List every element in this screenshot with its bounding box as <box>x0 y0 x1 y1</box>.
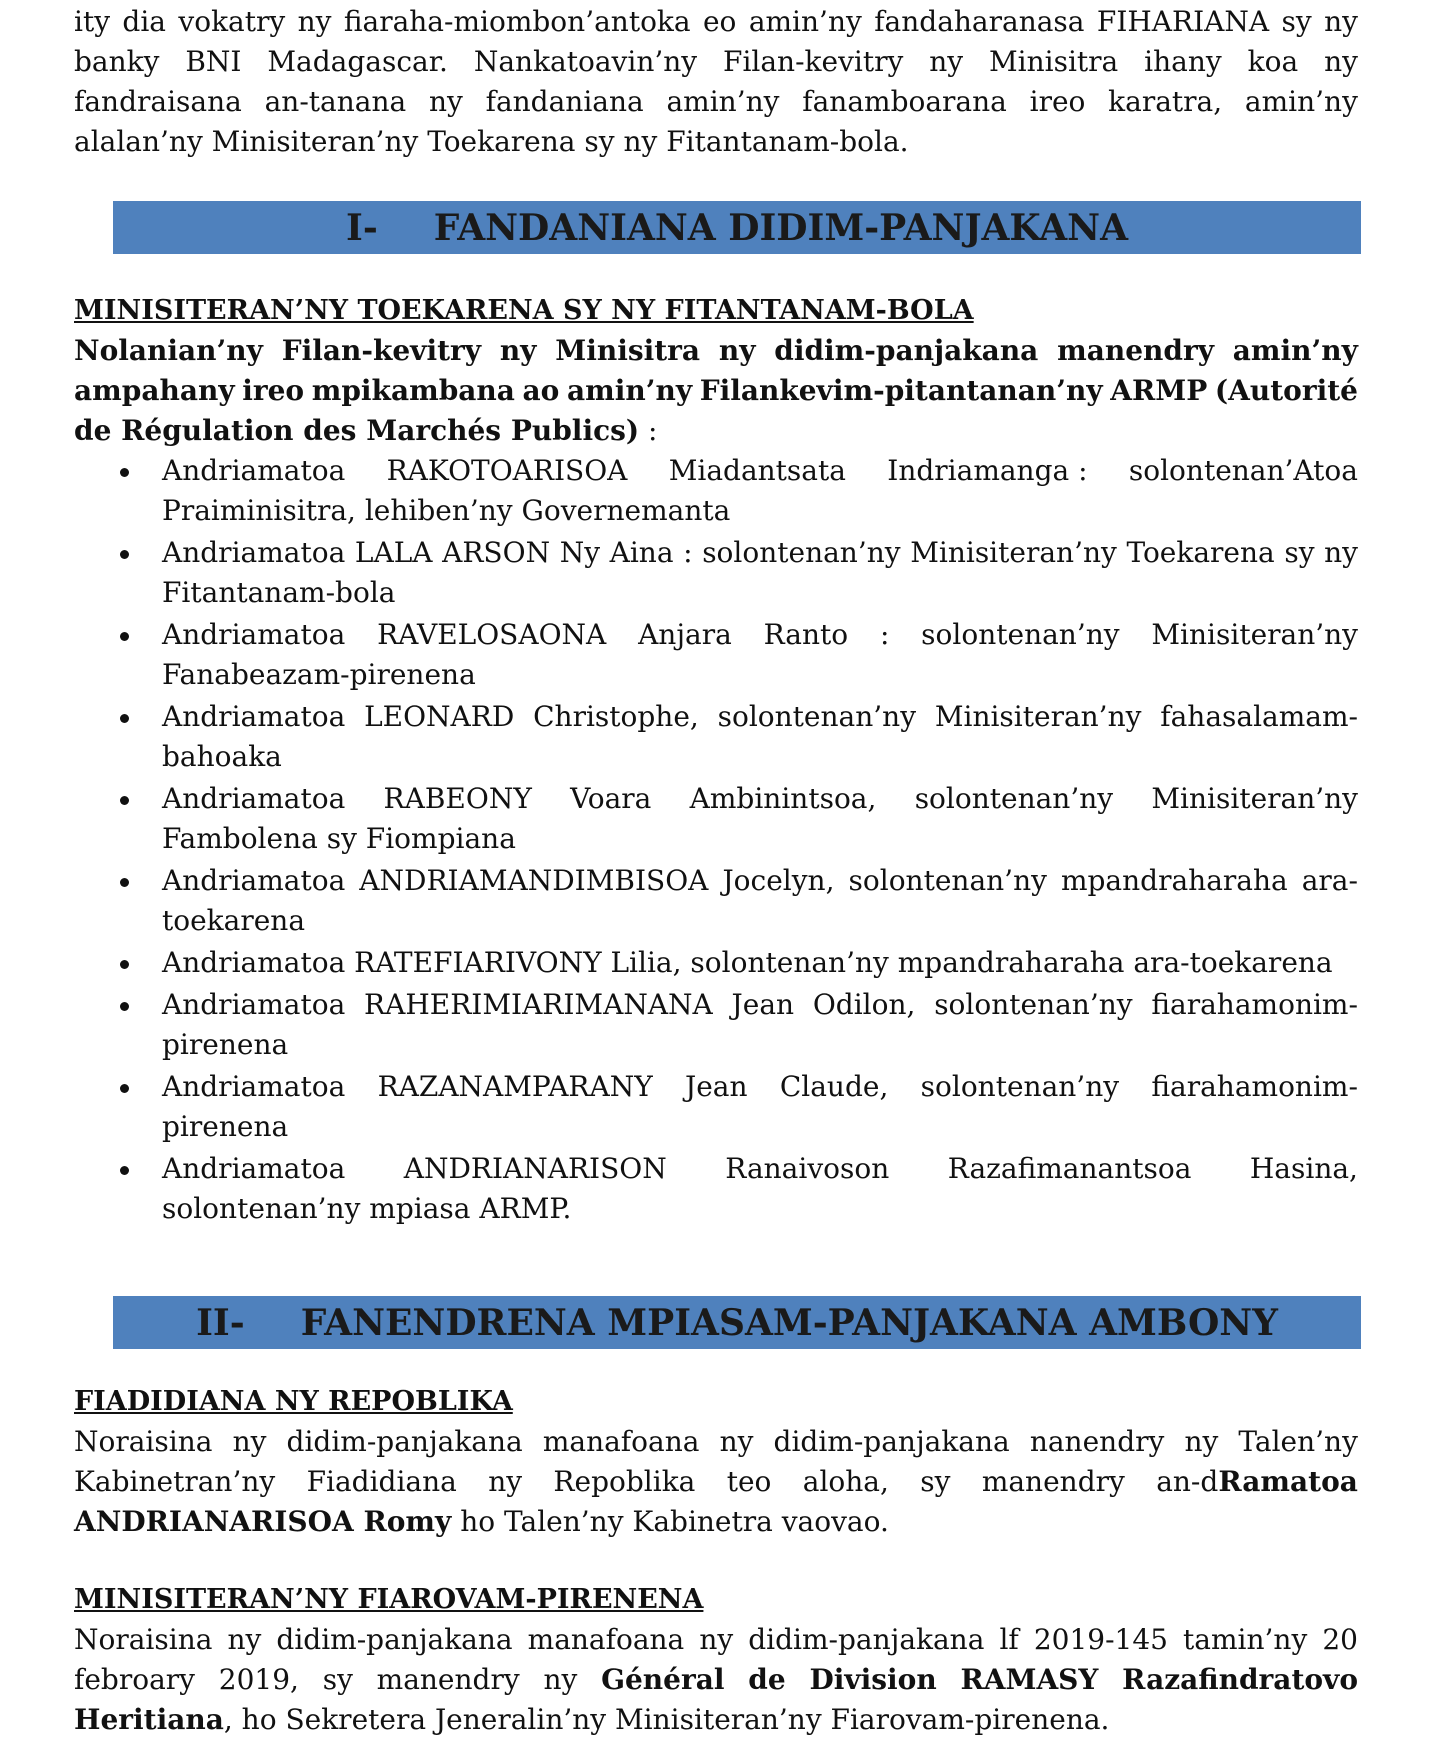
bullet-icon <box>120 468 129 477</box>
word: ny <box>428 85 463 118</box>
word: 2019, <box>218 1663 299 1696</box>
word: Minisitra <box>988 45 1119 78</box>
word: Filan-kevitry <box>723 45 904 78</box>
word: RAVELOSAONA <box>377 618 607 651</box>
section-1-number: I- <box>345 206 378 249</box>
word: Noraisina <box>74 1425 213 1458</box>
word: fanamboarana <box>802 85 1007 118</box>
intro-paragraph <box>74 2 1358 162</box>
member-line <box>162 1149 1358 1189</box>
word: Jean <box>685 1070 748 1103</box>
lead-line <box>74 411 1358 451</box>
word: ny <box>699 1623 734 1656</box>
word: ny <box>232 1425 267 1458</box>
word: RAZANAMPARANY <box>377 1070 653 1103</box>
word: Andriamatoa <box>162 454 346 487</box>
word: Ranto <box>763 618 849 651</box>
word: BNI <box>185 45 242 78</box>
word: tamin’ny <box>1183 1623 1308 1656</box>
word: vokatry <box>178 5 286 38</box>
word: ity <box>74 5 111 38</box>
word: solontenan’ny <box>921 618 1120 651</box>
word: solontenan’ny <box>934 988 1133 1021</box>
word: solontenan’ny <box>717 700 917 733</box>
word: Indriamanga : <box>887 454 1088 487</box>
word: fiarahamonim- <box>1151 988 1358 1021</box>
member-list <box>74 451 1358 1231</box>
bullet-icon <box>120 796 129 805</box>
member-line <box>162 861 1358 901</box>
word: ireo <box>242 374 305 407</box>
list-item <box>74 943 1358 983</box>
word: Minisiteran’ny <box>910 536 1117 569</box>
word: Razafindratovo <box>1122 1663 1358 1696</box>
bullet-icon <box>120 1002 129 1011</box>
word: ANDRIANARISON <box>403 1152 667 1185</box>
word: Filan-kevitry <box>281 334 482 367</box>
word: amin’ny <box>748 5 862 38</box>
word: alalan’ny Minisiteran’ny Toekarena sy ny Fitantanam-bola. <box>74 125 909 158</box>
defense-line: Heritiana, ho Sekretera Jeneralin’ny Minisiteran’ny Fiarovam-pirenena. <box>74 1703 1110 1736</box>
word: Toekarena <box>1126 536 1275 569</box>
word: didim-panjakana <box>773 1425 1010 1458</box>
word: ny <box>1184 1425 1219 1458</box>
ministry-finance-heading: MINISITERAN’NY TOEKARENA SY NY FITANTANAM-BOLA <box>74 295 974 326</box>
word: sy <box>1281 5 1312 38</box>
word: ihany <box>1144 45 1222 78</box>
word: Voara <box>570 782 652 815</box>
word: Madagascar. <box>267 45 448 78</box>
word: Kabinetran’ny <box>74 1465 276 1498</box>
word: Anjara <box>638 618 732 651</box>
list-item <box>74 697 1358 777</box>
word: manendry <box>1057 334 1214 367</box>
word: LEONARD <box>364 700 515 733</box>
word: 2019-145 <box>1033 1623 1168 1656</box>
word: Miadantsata <box>668 454 846 487</box>
bullet-icon <box>120 1084 129 1093</box>
word: Minisiteran’ny <box>1151 782 1358 815</box>
section-2-banner <box>113 1296 1361 1349</box>
word: Nankatoavin’ny <box>473 45 698 78</box>
word: Ny <box>559 536 601 569</box>
section-1-banner <box>113 201 1361 254</box>
word: fandraisana <box>74 85 242 118</box>
word: Andriamatoa <box>162 618 346 651</box>
word: Noraisina <box>74 1623 213 1656</box>
word: ireo <box>1029 85 1086 118</box>
word: dia <box>122 5 166 38</box>
member-line <box>162 615 1358 655</box>
word: ny <box>543 1663 578 1696</box>
word: manafoana <box>527 1623 685 1656</box>
word: manendry <box>981 1465 1125 1498</box>
list-item <box>74 615 1358 695</box>
word: ny <box>1324 536 1358 569</box>
list-item <box>74 861 1358 941</box>
word: mpandraharaha <box>1060 864 1288 897</box>
word: (Autorité <box>1214 374 1358 407</box>
word: Andriamatoa <box>162 864 346 897</box>
word: fiaraha-miombon’antoka <box>343 5 691 38</box>
bullet-icon <box>120 1166 129 1175</box>
word: Andriamatoa <box>162 536 346 569</box>
word: Talen’ny <box>1238 1425 1358 1458</box>
member-line <box>162 533 1358 573</box>
defense-line <box>74 1620 1358 1660</box>
word: ny <box>1324 45 1358 78</box>
word: LALA <box>354 536 433 569</box>
word: amin’ny <box>1244 85 1358 118</box>
word: Andriamatoa <box>162 782 346 815</box>
word: : <box>683 536 693 569</box>
word: ARMP <box>1110 374 1208 407</box>
intro-line <box>74 2 1358 42</box>
presidency-heading: FIADIDIANA NY REPOBLIKA <box>74 1386 513 1417</box>
defense-line <box>74 1660 1358 1700</box>
word: FIHARIANA <box>1096 5 1270 38</box>
word: Général <box>601 1663 725 1696</box>
word: Repoblika <box>553 1465 696 1498</box>
word: Hasina, <box>1249 1152 1358 1185</box>
word: ny <box>718 334 756 367</box>
word: RAMASY <box>960 1663 1099 1696</box>
word: Andriamatoa <box>162 1070 346 1103</box>
member-line: Fitantanam-bola <box>162 576 396 609</box>
section-1-title: FANDANIANA DIDIM-PANJAKANA <box>433 206 1129 249</box>
word: RAHERIMIARIMANANA <box>364 988 713 1021</box>
word: Ranaivoson <box>725 1152 890 1185</box>
presidency-paragraph <box>74 1422 1358 1542</box>
lead-line <box>74 331 1358 371</box>
member-line: toekarena <box>162 904 306 937</box>
intro-line <box>74 122 1358 162</box>
word: Aina <box>609 536 674 569</box>
word: ara- <box>1301 864 1358 897</box>
list-item <box>74 985 1358 1065</box>
word: ny <box>499 334 537 367</box>
word: didim-panjakana <box>276 1623 513 1656</box>
presidency-line: ANDRIANARISOA Romy ho Talen’ny Kabinetra vaovao. <box>74 1505 889 1538</box>
lead-last: de Régulation des Marchés Publics) <box>74 414 640 447</box>
word: eo <box>702 5 737 38</box>
word: Fiadidiana <box>306 1465 457 1498</box>
word: Andriamatoa <box>162 988 346 1021</box>
word: ny <box>297 5 332 38</box>
presidency-line <box>74 1422 1358 1462</box>
word: Andriamatoa <box>162 700 346 733</box>
member-line: solontenan’ny mpiasa ARMP. <box>162 1192 572 1225</box>
word: ARSON <box>442 536 551 569</box>
word: sy <box>322 1663 353 1696</box>
list-item <box>74 1149 1358 1229</box>
list-item <box>74 779 1358 859</box>
word: lf <box>999 1623 1019 1656</box>
word: Jean <box>731 988 795 1021</box>
word: ny <box>929 45 964 78</box>
word: amin’ny <box>566 374 693 407</box>
member-line <box>162 697 1358 737</box>
lead-colon: : <box>639 414 658 447</box>
word: Odilon, <box>812 988 916 1021</box>
word: sy <box>1284 536 1315 569</box>
intro-line <box>74 42 1358 82</box>
word: manendry <box>376 1663 520 1696</box>
word: RAKOTOARISOA <box>386 454 628 487</box>
word: Nolanian’ny <box>74 334 263 367</box>
word: RABEONY <box>383 782 532 815</box>
member-line: Fanabeazam-pirenena <box>162 658 476 691</box>
word: Division <box>809 1663 937 1696</box>
word: ny <box>719 1425 754 1458</box>
word: Minisiteran’ny <box>934 700 1142 733</box>
bullet-icon <box>120 714 129 723</box>
member-line: Fambolena sy Fiompiana <box>162 822 516 855</box>
word: manafoana <box>542 1425 700 1458</box>
list-item <box>74 1067 1358 1147</box>
defense-ministry-heading: MINISITERAN’NY FIAROVAM-PIRENENA <box>74 1584 704 1615</box>
member-line <box>162 779 1358 819</box>
word: koa <box>1247 45 1299 78</box>
word: Christophe, <box>533 700 699 733</box>
word: de <box>748 1663 786 1696</box>
word: banky <box>74 45 160 78</box>
word: ny <box>1324 5 1358 38</box>
word: didim-panjakana <box>774 334 1039 367</box>
word: an-tanana <box>264 85 407 118</box>
member-line: pirenena <box>162 1110 289 1143</box>
word: didim-panjakana <box>286 1425 523 1458</box>
presidency-line <box>74 1462 1358 1502</box>
member-line: pirenena <box>162 1028 289 1061</box>
list-item <box>74 451 1358 531</box>
bullet-icon <box>120 632 129 641</box>
word: teo <box>726 1465 772 1498</box>
word: ANDRIAMANDIMBISOA <box>359 864 709 897</box>
word: fandaniana <box>485 85 644 118</box>
word: ny <box>227 1623 262 1656</box>
section-2-title: FANENDRENA MPIASAM-PANJAKANA AMBONY <box>300 1301 1278 1344</box>
word: mpikambana <box>311 374 515 407</box>
word: Filankevim-pitantanan’ny <box>699 374 1103 407</box>
member-line <box>162 1067 1358 1107</box>
word: Ambinintsoa, <box>689 782 877 815</box>
member-line: bahoaka <box>162 740 282 773</box>
word: aloha, <box>802 1465 889 1498</box>
word: 20 <box>1322 1623 1358 1656</box>
lead-line <box>74 371 1358 411</box>
section-2-number: II- <box>196 1301 245 1344</box>
word: solontenan’ny <box>914 782 1114 815</box>
word: didim-panjakana <box>748 1623 985 1656</box>
word: fiarahamonim- <box>1151 1070 1358 1103</box>
decree-lead-paragraph <box>74 331 1358 451</box>
bullet-icon <box>120 550 129 559</box>
member-line <box>162 985 1358 1025</box>
word: solontenan’ny <box>848 864 1047 897</box>
word: solontenan’Atoa <box>1128 454 1358 487</box>
word: sy <box>920 1465 951 1498</box>
member-line <box>162 451 1358 491</box>
word: Minisitra <box>555 334 701 367</box>
word: fandaharanasa <box>874 5 1085 38</box>
word: amin’ny <box>1232 334 1358 367</box>
word: ao <box>522 374 560 407</box>
word: Andriamatoa <box>162 1152 346 1185</box>
word: karatra, <box>1108 85 1223 118</box>
word: fahasalamam- <box>1160 700 1358 733</box>
member-line: Praiminisitra, lehiben’ny Governemanta <box>162 494 731 527</box>
list-item <box>74 533 1358 613</box>
word: solontenan’ny <box>702 536 901 569</box>
word: amin’ny <box>666 85 780 118</box>
bullet-icon <box>120 878 129 887</box>
defense-paragraph <box>74 1620 1358 1740</box>
word: Andriamatoa RATEFIARIVONY Lilia, solontenan’ny mpandraharaha ara-toekarena <box>162 946 1333 979</box>
word: Claude, <box>779 1070 889 1103</box>
intro-line <box>74 82 1358 122</box>
word: solontenan’ny <box>920 1070 1120 1103</box>
word: ampahany <box>74 374 235 407</box>
word: ny <box>488 1465 523 1498</box>
word: : <box>879 618 890 651</box>
bullet-icon <box>120 960 129 969</box>
word: Minisiteran’ny <box>1151 618 1358 651</box>
word: febroary <box>74 1663 195 1696</box>
member-line <box>162 943 1358 983</box>
word: Razafimanantsoa <box>947 1152 1192 1185</box>
word: an-dRamatoa <box>1156 1465 1358 1498</box>
word: Jocelyn, <box>722 864 835 897</box>
word: nanendry <box>1029 1425 1165 1458</box>
